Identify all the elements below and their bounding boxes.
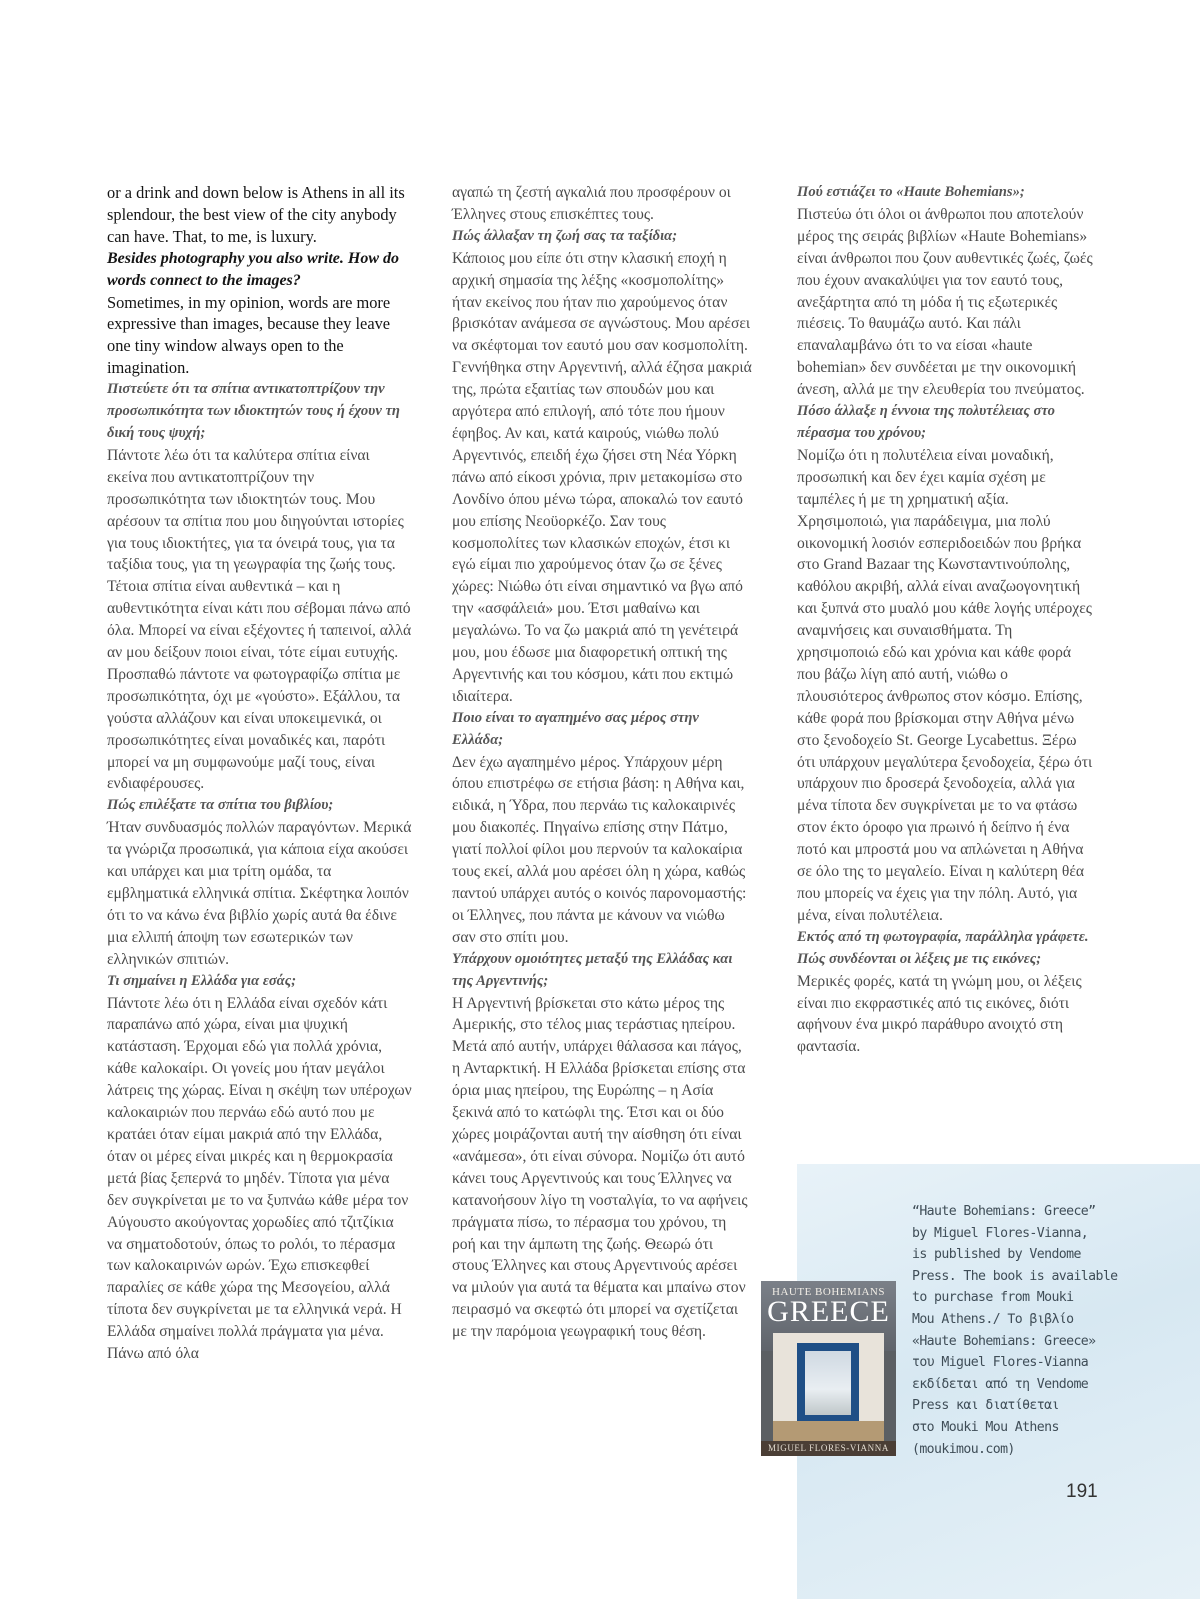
question-heading: Πιστεύετε ότι τα σπίτια αντικατοπτρίζουν την προσωπικότητα των ιδιοκτητών τους ή έχουν τη δική τους ψυχή; (107, 381, 400, 441)
caption-line: to purchase from Mouki (912, 1290, 1074, 1306)
paragraph: Πάντοτε λέω ότι τα καλύτερα σπίτια είναι εκείνα που αντικατοπτρίζουν την προσωπικότητα των ιδιοκτητών τους. Μου αρέσουν τα σπίτια που μου διηγούνται ιστορίες για τους ιδιοκτήτες, για τα όνειρά τους, για τα ταξίδια τους, για τη γεωγραφία της ζωής τους. Τέτοια σπίτια είναι αυθεντικά – και η αυθεντικότητα είναι κάτι που σέβομαι πάνω από όλα. Μπορεί να είναι εξέχοντες ή ταπεινοί, αλλά αν μου δείξουν ποιοι είναι, τότε είμαι ευτυχής. Προσπαθώ πάντοτε να φωτογραφίζω σπίτια με προσωπικότητα, όχι με «γούστο». Εξάλλου, τα γούστα αλλάζουν και είναι υποκειμενικά, οι προσωπικότητες είναι μοναδικές και, παρότι μπορεί να μη συμφωνούμε μαζί τους, είναι ενδιαφέρουσες. (107, 446, 412, 793)
paragraph: Κάποιος μου είπε ότι στην κλασική εποχή η αρχική σημασία της λέξης «κοσμοπολίτης» ήταν εκείνος που ήταν πιο χαρούμενος όταν βρισκόταν ανάμεσα σε αγνώστους. Μου αρέσει να σκέφτομαι τον εαυτό μου σαν κοσμοπολίτη. Γεννήθηκα στην Αργεντινή, αλλά έζησα μακριά της, πρώτα εξαιτίας των σπουδών μου και αργότερα από επιλογή, από τότε που ήμουν έφηβος. Αν και, κατά καιρούς, νιώθω πολύ Αργεντινός, επειδή έχω ζήσει στη Νέα Υόρκη πάνω από είκοσι χρόνια, πριν μετακομίσω στο Λονδίνο όπου μένω τώρα, αποκαλώ τον εαυτό μου επίσης Νεοϋορκέζο. Σαν τους κοσμοπολίτες των κλασικών εποχών, έτσι κι εγώ είμαι πιο χαρούμενος όταν ζω σε ξένες χώρες: Νιώθω ότι είναι σημαντικό να βγω από την «ασφάλειά» μου. Έτσι μαθαίνω και μεγαλώνω. Το να ζω μακριά από τη γενέτειρά μου, μου έδωσε μια διαφορετική οπτική της Αργεντινής και του κόσμου, κάτι που εκτιμώ ιδιαίτερα. (452, 249, 752, 705)
paragraph: αγαπώ τη ζεστή αγκαλιά που προσφέρουν οι Έλληνες στους επισκέπτες τους. (452, 184, 731, 223)
paragraph: Η Αργεντινή βρίσκεται στο κάτω μέρος της Αμερικής, στο τέλος μιας τεράστιας ηπείρου. Μετά από αυτήν, υπάρχει θάλασσα και πάγος, η Ανταρκτική. Η Ελλάδα βρίσκεται επίσης στα όρια μιας ηπείρου, της Ευρώπης – η Ασία ξεκινά από το κατώφλι της. Έτσι και οι δύο χώρες μοιράζονται αυτή την αίσθηση ότι είναι «ανάμεσα», ότι είναι σύνορα. Νομίζω ότι αυτό κάνει τους Αργεντινούς και τους Έλληνες να κατανοήσουν λίγο τη νοσταλγία, το να αφήνεις πράγματα πίσω, το πέρασμα του χρόνου, τη ροή και την άμπωτη της ζωής. Θεωρώ ότι στους Έλληνες και στους Αργεντινούς αρέσει να μιλούν για αυτά τα θέματα και μπαίνω στον πειρασμό να σκεφτώ ότι μπορεί να σχετίζεται με την παρόμοια γεωγραφική τους θέση. (452, 994, 748, 1341)
paragraph: or a drink and down below is Athens in all its splendour, the best view of the city anybody can have. That, to me, is luxury. (107, 183, 405, 246)
caption-line: Press και διατίθεται (912, 1398, 1059, 1414)
caption-line: “Haute Bohemians: Greece” (912, 1204, 1096, 1219)
page-number: 191 (1066, 1481, 1098, 1502)
text-column-2 (452, 182, 752, 1343)
text-column-3 (797, 182, 1097, 1058)
caption-line: by Miguel Flores-Vianna, (912, 1225, 1089, 1241)
question-heading: Πώς επιλέξατε τα σπίτια του βιβλίου; (107, 797, 334, 814)
cover-floor (773, 1421, 884, 1441)
paragraph: Νομίζω ότι η πολυτέλεια είναι μοναδική, προσωπική και δεν έχει καμία σχέση με ταμπέλες ή με τη χρηματική αξία. Χρησιμοποιώ, για παράδειγμα, μια πολύ οικονομική λοσιόν εσπεριδοειδών που βρήκα στο Grand Bazaar της Κωνσταντινούπολης, καθόλου ακριβή, αλλά είναι αναζωογονητική και ξυπνά στο μυαλό μου κάθε λογής υπέροχες αναμνήσεις και συναισθήματα. Τη χρησιμοποιώ εδώ και χρόνια και κάθε φορά που βάζω λίγη από αυτή, νιώθω ο πλουσιότερος άνθρωπος στον κόσμο. Επίσης, κάθε φορά που βρίσκομαι στην Αθήνα μένω στο ξενοδοχείο St. George Lycabettus. Ξέρω ότι υπάρχουν μεγαλύτερα ξενοδοχεία, ξέρω ότι υπάρχουν πιο δροσερά ξενοδοχεία, αλλά για μένα τίποτα δεν συγκρίνεται με το να φτάσω στον έκτο όροφο για πρωινό ή δείπνο ή ένα ποτό και μπροστά μου να απλώνεται η Αθήνα σε όλο της το μεγαλείο. Είναι η καλύτερη θέα που μπορείς να έχεις για την πόλη. Αυτό, για μένα, είναι πολυτέλεια. (797, 446, 1093, 924)
paragraph: Δεν έχω αγαπημένο μέρος. Υπάρχουν μέρη όπου επιστρέφω σε ετήσια βάση: η Αθήνα και, ειδικά, η Ύδρα, που περνάω τις καλοκαιρινές μου διακοπές. Πηγαίνω επίσης στην Πάτμο, γιατί πολλοί φίλοι μου περνούν τα καλοκαίρια τους εκεί, αλλά μου αρέσει όλη η χώρα, καθώς παντού υπάρχει αυτός ο κοινός παρονομαστής: οι Έλληνες, που πάντα με κάνουν να νιώθω σαν στο σπίτι μου. (452, 753, 747, 946)
book-cover-image (761, 1281, 896, 1456)
question-heading: Πώς άλλαξαν τη ζωή σας τα ταξίδια; (452, 227, 678, 244)
question-heading: Υπάρχουν ομοιότητες μεταξύ της Ελλάδας και της Αργεντινής; (452, 950, 733, 989)
caption-line: Press. The book is available (912, 1268, 1118, 1284)
paragraph: Πιστεύω ότι όλοι οι άνθρωποι που αποτελούν μέρος της σειράς βιβλίων «Haute Bohemians» είναι άνθρωποι που ζουν αυθεντικές ζωές, ζωές που έχουν ανακαλύψει για τον εαυτό τους, ανεξάρτητα από τη μόδα ή τις εξωτερικές πιέσεις. Το θαυμάζω αυτό. Και πάλι επαναλαμβάνω ότι το να είσαι «haute bohemian» δεν συνδέεται με την οικονομική άνεση, αλλά με την ελευθερία του πνεύματος. (797, 205, 1093, 399)
question-heading: Besides photography you also write. How do words connect to the images? (107, 249, 400, 289)
question-heading: Πόσο άλλαξε η έννοια της πολυτέλειας στο πέρασμα του χρόνου; (797, 403, 1055, 441)
book-author: MIGUEL FLORES-VIANNA (761, 1441, 896, 1456)
caption-line: εκδίδεται από τη Vendome (912, 1376, 1089, 1392)
caption-line: «Haute Bohemians: Greece» (912, 1333, 1096, 1349)
paragraph: Ήταν συνδυασμός πολλών παραγόντων. Μερικά τα γνώριζα προσωπικά, για κάποια είχα ακούσει και υπάρχει και μια τρίτη ομάδα, τα εμβληματικά ελληνικά σπίτια. Σκέφτηκα λοιπόν ότι το να κάνω ένα βιβλίο χωρίς αυτά θα έδινε μια ελλιπή άποψη των εσωτερικών των ελληνικών σπιτιών. (107, 819, 412, 968)
caption-line: Mou Athens./ Το βιβλίο (912, 1311, 1074, 1327)
caption-line: (moukimou.com) (912, 1441, 1015, 1457)
paragraph: Μερικές φορές, κατά τη γνώμη μου, οι λέξεις είναι πιο εκφραστικές από τις εικόνες, διότι αφήνουν ένα μικρό παράθυρο ανοιχτό στη φαντασία. (797, 972, 1082, 1056)
book-caption (912, 1201, 1118, 1460)
caption-line: is published by Vendome (912, 1247, 1081, 1263)
question-heading: Πού εστιάζει το «Haute Bohemians»; (797, 184, 1025, 200)
book-series-title: HAUTE BOHEMIANS (772, 1286, 885, 1298)
caption-line: στο Mouki Mou Athens (912, 1419, 1059, 1435)
paragraph: Sometimes, in my opinion, words are more expressive than images, because they leave one tiny window always open to the imagination. (107, 292, 391, 378)
question-heading: Τι σημαίνει η Ελλάδα για εσάς; (107, 972, 297, 989)
question-heading: Εκτός από τη φωτογραφία, παράλληλα γράφετε. Πώς συνδέονται οι λέξεις με τις εικόνες; (797, 928, 1089, 967)
cover-sea-view (805, 1351, 851, 1415)
caption-line: του Miguel Flores-Vianna (912, 1355, 1089, 1371)
question-heading: Ποιο είναι το αγαπημένο σας μέρος στην Ελλάδα; (452, 709, 699, 748)
text-column-1 (107, 182, 412, 1365)
book-title: GREECE (767, 1295, 890, 1328)
paragraph: Πάντοτε λέω ότι η Ελλάδα είναι σχεδόν κάτι παραπάνω από χώρα, είναι μια ψυχική κατάσταση. Έρχομαι εδώ για πολλά χρόνια, κάθε καλοκαίρι. Οι γονείς μου ήταν μεγάλοι λάτρεις της χώρας. Είναι η σκέψη των υπέροχων καλοκαιριών που περνάω εδώ αυτό που με κρατάει όταν είμαι μακριά από την Ελλάδα, όταν οι μέρες είναι μικρές και η θερμοκρασία μετά βίας ξεπερνά το μηδέν. Τίποτα για μένα δεν συγκρίνεται με το να ξυπνάω κάθε μέρα τον Αύγουστο ακούγοντας χορωδίες από τζιτζίκια να σηματοδοτούν, όπως το ρολόι, το πέρασμα των καλοκαιρινών ωρών. Έχω επισκεφθεί παραλίες σε κάθε χώρα της Μεσογείου, αλλά τίποτα δεν συγκρίνεται με τα ελληνικά νερά. Η Ελλάδα σημαίνει πολλά πράγματα για μένα. Πάνω από όλα (107, 994, 412, 1363)
